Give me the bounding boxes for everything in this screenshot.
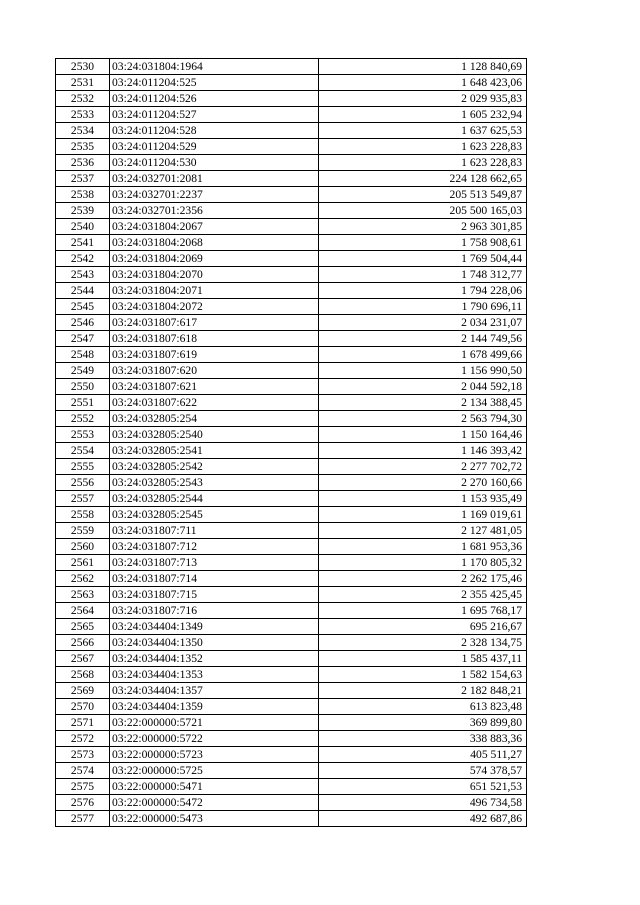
table-row (56, 139, 527, 155)
cadastral-value-cell: 492 687,86 (319, 811, 527, 827)
cadastral-value-cell: 651 521,53 (319, 779, 527, 795)
cadastral-value-cell: 1 648 423,06 (319, 75, 527, 91)
table-row (56, 811, 527, 827)
row-number-cell: 2535 (56, 139, 110, 155)
table-row (56, 187, 527, 203)
cadastral-value-cell: 1 582 154,63 (319, 667, 527, 683)
cadastral-number-cell: 03:24:031807:715 (110, 587, 319, 603)
cadastral-number-cell: 03:24:031804:2068 (110, 235, 319, 251)
cadastral-value-cell: 2 277 702,72 (319, 459, 527, 475)
row-number-cell: 2570 (56, 699, 110, 715)
row-number-cell: 2577 (56, 811, 110, 827)
cadastral-number-cell: 03:24:032805:2540 (110, 427, 319, 443)
cadastral-value-cell: 2 029 935,83 (319, 91, 527, 107)
cadastral-number-cell: 03:22:000000:5473 (110, 811, 319, 827)
cadastral-number-cell: 03:22:000000:5721 (110, 715, 319, 731)
cadastral-number-cell: 03:24:032805:254 (110, 411, 319, 427)
cadastral-value-cell: 1 146 393,42 (319, 443, 527, 459)
cadastral-number-cell: 03:24:032805:2544 (110, 491, 319, 507)
table-row (56, 59, 527, 75)
cadastral-value-cell: 1 150 164,46 (319, 427, 527, 443)
table-row (56, 411, 527, 427)
cadastral-value-cell: 2 182 848,21 (319, 683, 527, 699)
table-row (56, 683, 527, 699)
cadastral-number-cell: 03:24:034404:1352 (110, 651, 319, 667)
cadastral-number-cell: 03:24:031804:2072 (110, 299, 319, 315)
cadastral-value-cell: 1 128 840,69 (319, 59, 527, 75)
row-number-cell: 2569 (56, 683, 110, 699)
cadastral-value-cell: 1 794 228,06 (319, 283, 527, 299)
row-number-cell: 2568 (56, 667, 110, 683)
row-number-cell: 2563 (56, 587, 110, 603)
row-number-cell: 2537 (56, 171, 110, 187)
row-number-cell: 2571 (56, 715, 110, 731)
table-row (56, 763, 527, 779)
cadastral-number-cell: 03:24:032701:2356 (110, 203, 319, 219)
cadastral-value-cell: 405 511,27 (319, 747, 527, 763)
row-number-cell: 2531 (56, 75, 110, 91)
cadastral-number-cell: 03:22:000000:5472 (110, 795, 319, 811)
row-number-cell: 2562 (56, 571, 110, 587)
cadastral-value-cell: 1 637 625,53 (319, 123, 527, 139)
table-row (56, 779, 527, 795)
table-row (56, 459, 527, 475)
table-row (56, 587, 527, 603)
cadastral-value-cell: 2 355 425,45 (319, 587, 527, 603)
table-row (56, 619, 527, 635)
cadastral-number-cell: 03:24:031807:621 (110, 379, 319, 395)
row-number-cell: 2534 (56, 123, 110, 139)
cadastral-value-cell: 2 127 481,05 (319, 523, 527, 539)
cadastral-value-cell: 2 963 301,85 (319, 219, 527, 235)
cadastral-value-cell: 1 681 953,36 (319, 539, 527, 555)
cadastral-value-cell: 2 034 231,07 (319, 315, 527, 331)
table-row (56, 299, 527, 315)
row-number-cell: 2544 (56, 283, 110, 299)
cadastral-value-cell: 1 156 990,50 (319, 363, 527, 379)
cadastral-value-cell: 338 883,36 (319, 731, 527, 747)
row-number-cell: 2538 (56, 187, 110, 203)
table-row (56, 571, 527, 587)
cadastral-number-cell: 03:24:032805:2543 (110, 475, 319, 491)
table-row (56, 539, 527, 555)
cadastral-value-cell: 2 563 794,30 (319, 411, 527, 427)
cadastral-value-cell: 613 823,48 (319, 699, 527, 715)
table-row (56, 91, 527, 107)
cadastral-value-cell: 205 500 165,03 (319, 203, 527, 219)
table-row (56, 507, 527, 523)
row-number-cell: 2564 (56, 603, 110, 619)
cadastral-number-cell: 03:24:032701:2081 (110, 171, 319, 187)
row-number-cell: 2567 (56, 651, 110, 667)
cadastral-value-cell: 1 605 232,94 (319, 107, 527, 123)
table-row (56, 347, 527, 363)
cadastral-number-cell: 03:24:011204:527 (110, 107, 319, 123)
table-row (56, 443, 527, 459)
table-row (56, 603, 527, 619)
cadastral-value-cell: 1 678 499,66 (319, 347, 527, 363)
row-number-cell: 2553 (56, 427, 110, 443)
row-number-cell: 2546 (56, 315, 110, 331)
cadastral-number-cell: 03:24:031807:620 (110, 363, 319, 379)
table-row (56, 667, 527, 683)
row-number-cell: 2552 (56, 411, 110, 427)
cadastral-number-cell: 03:24:011204:526 (110, 91, 319, 107)
row-number-cell: 2560 (56, 539, 110, 555)
table-row (56, 491, 527, 507)
row-number-cell: 2572 (56, 731, 110, 747)
row-number-cell: 2551 (56, 395, 110, 411)
cadastral-number-cell: 03:22:000000:5725 (110, 763, 319, 779)
row-number-cell: 2540 (56, 219, 110, 235)
cadastral-number-cell: 03:24:031807:619 (110, 347, 319, 363)
table-row (56, 235, 527, 251)
cadastral-number-cell: 03:24:031807:622 (110, 395, 319, 411)
row-number-cell: 2559 (56, 523, 110, 539)
cadastral-number-cell: 03:24:031807:617 (110, 315, 319, 331)
cadastral-value-cell: 1 623 228,83 (319, 155, 527, 171)
cadastral-number-cell: 03:24:032805:2545 (110, 507, 319, 523)
table-row (56, 251, 527, 267)
table-row (56, 523, 527, 539)
cadastral-number-cell: 03:24:034404:1357 (110, 683, 319, 699)
cadastral-value-cell: 1 585 437,11 (319, 651, 527, 667)
cadastral-number-cell: 03:24:031804:2069 (110, 251, 319, 267)
cadastral-number-cell: 03:24:031807:618 (110, 331, 319, 347)
table-row (56, 315, 527, 331)
cadastral-number-cell: 03:24:031807:714 (110, 571, 319, 587)
row-number-cell: 2566 (56, 635, 110, 651)
cadastral-value-cell: 1 153 935,49 (319, 491, 527, 507)
cadastral-number-cell: 03:24:011204:529 (110, 139, 319, 155)
table-row (56, 747, 527, 763)
cadastral-number-cell: 03:22:000000:5471 (110, 779, 319, 795)
cadastral-value-cell: 224 128 662,65 (319, 171, 527, 187)
table-row (56, 651, 527, 667)
row-number-cell: 2532 (56, 91, 110, 107)
cadastral-number-cell: 03:22:000000:5722 (110, 731, 319, 747)
table-row (56, 715, 527, 731)
table-row (56, 363, 527, 379)
cadastral-number-cell: 03:22:000000:5723 (110, 747, 319, 763)
cadastral-number-cell: 03:24:031804:2067 (110, 219, 319, 235)
cadastral-value-cell: 1 170 805,32 (319, 555, 527, 571)
row-number-cell: 2539 (56, 203, 110, 219)
cadastral-value-cell: 1 695 768,17 (319, 603, 527, 619)
cadastral-value-cell: 2 262 175,46 (319, 571, 527, 587)
cadastral-value-cell: 205 513 549,87 (319, 187, 527, 203)
cadastral-number-cell: 03:24:032805:2542 (110, 459, 319, 475)
row-number-cell: 2548 (56, 347, 110, 363)
cadastral-value-cell: 2 044 592,18 (319, 379, 527, 395)
table-row (56, 475, 527, 491)
cadastral-number-cell: 03:24:011204:530 (110, 155, 319, 171)
cadastral-number-cell: 03:24:031804:1964 (110, 59, 319, 75)
cadastral-number-cell: 03:24:034404:1350 (110, 635, 319, 651)
cadastral-number-cell: 03:24:034404:1349 (110, 619, 319, 635)
row-number-cell: 2573 (56, 747, 110, 763)
cadastral-value-cell: 2 144 749,56 (319, 331, 527, 347)
table-row (56, 75, 527, 91)
table-row (56, 283, 527, 299)
row-number-cell: 2541 (56, 235, 110, 251)
row-number-cell: 2575 (56, 779, 110, 795)
table-row (56, 203, 527, 219)
row-number-cell: 2549 (56, 363, 110, 379)
row-number-cell: 2545 (56, 299, 110, 315)
table-row (56, 123, 527, 139)
cadastral-number-cell: 03:24:034404:1359 (110, 699, 319, 715)
cadastral-number-cell: 03:24:031807:713 (110, 555, 319, 571)
cadastral-value-cell: 695 216,67 (319, 619, 527, 635)
table-row (56, 635, 527, 651)
row-number-cell: 2556 (56, 475, 110, 491)
row-number-cell: 2554 (56, 443, 110, 459)
table-row (56, 219, 527, 235)
cadastral-value-cell: 1 769 504,44 (319, 251, 527, 267)
row-number-cell: 2536 (56, 155, 110, 171)
cadastral-number-cell: 03:24:032701:2237 (110, 187, 319, 203)
cadastral-number-cell: 03:24:032805:2541 (110, 443, 319, 459)
cadastral-value-cell: 1 758 908,61 (319, 235, 527, 251)
cadastral-number-cell: 03:24:031807:711 (110, 523, 319, 539)
cadastral-value-cell: 2 328 134,75 (319, 635, 527, 651)
cadastral-value-cell: 496 734,58 (319, 795, 527, 811)
cadastral-value-cell: 1 748 312,77 (319, 267, 527, 283)
cadastral-number-cell: 03:24:031807:712 (110, 539, 319, 555)
table-row (56, 795, 527, 811)
row-number-cell: 2557 (56, 491, 110, 507)
table-row (56, 731, 527, 747)
cadastral-value-cell: 2 270 160,66 (319, 475, 527, 491)
row-number-cell: 2558 (56, 507, 110, 523)
cadastral-value-cell: 1 623 228,83 (319, 139, 527, 155)
table-row (56, 107, 527, 123)
cadastral-number-cell: 03:24:011204:528 (110, 123, 319, 139)
table-row (56, 171, 527, 187)
cadastral-number-cell: 03:24:011204:525 (110, 75, 319, 91)
table-row (56, 267, 527, 283)
cadastral-value-cell: 1 790 696,11 (319, 299, 527, 315)
table-row (56, 155, 527, 171)
cadastral-number-cell: 03:24:031807:716 (110, 603, 319, 619)
row-number-cell: 2543 (56, 267, 110, 283)
row-number-cell: 2555 (56, 459, 110, 475)
cadastral-value-cell: 369 899,80 (319, 715, 527, 731)
row-number-cell: 2561 (56, 555, 110, 571)
table-body (56, 59, 527, 827)
cadastral-value-table (55, 58, 527, 827)
table-row (56, 379, 527, 395)
row-number-cell: 2547 (56, 331, 110, 347)
row-number-cell: 2576 (56, 795, 110, 811)
row-number-cell: 2565 (56, 619, 110, 635)
table-row (56, 699, 527, 715)
table-row (56, 395, 527, 411)
table-row (56, 331, 527, 347)
table-row (56, 555, 527, 571)
table-row (56, 427, 527, 443)
cadastral-number-cell: 03:24:034404:1353 (110, 667, 319, 683)
cadastral-value-cell: 1 169 019,61 (319, 507, 527, 523)
row-number-cell: 2542 (56, 251, 110, 267)
cadastral-value-cell: 2 134 388,45 (319, 395, 527, 411)
row-number-cell: 2574 (56, 763, 110, 779)
row-number-cell: 2530 (56, 59, 110, 75)
cadastral-number-cell: 03:24:031804:2070 (110, 267, 319, 283)
cadastral-number-cell: 03:24:031804:2071 (110, 283, 319, 299)
cadastral-value-cell: 574 378,57 (319, 763, 527, 779)
row-number-cell: 2533 (56, 107, 110, 123)
row-number-cell: 2550 (56, 379, 110, 395)
